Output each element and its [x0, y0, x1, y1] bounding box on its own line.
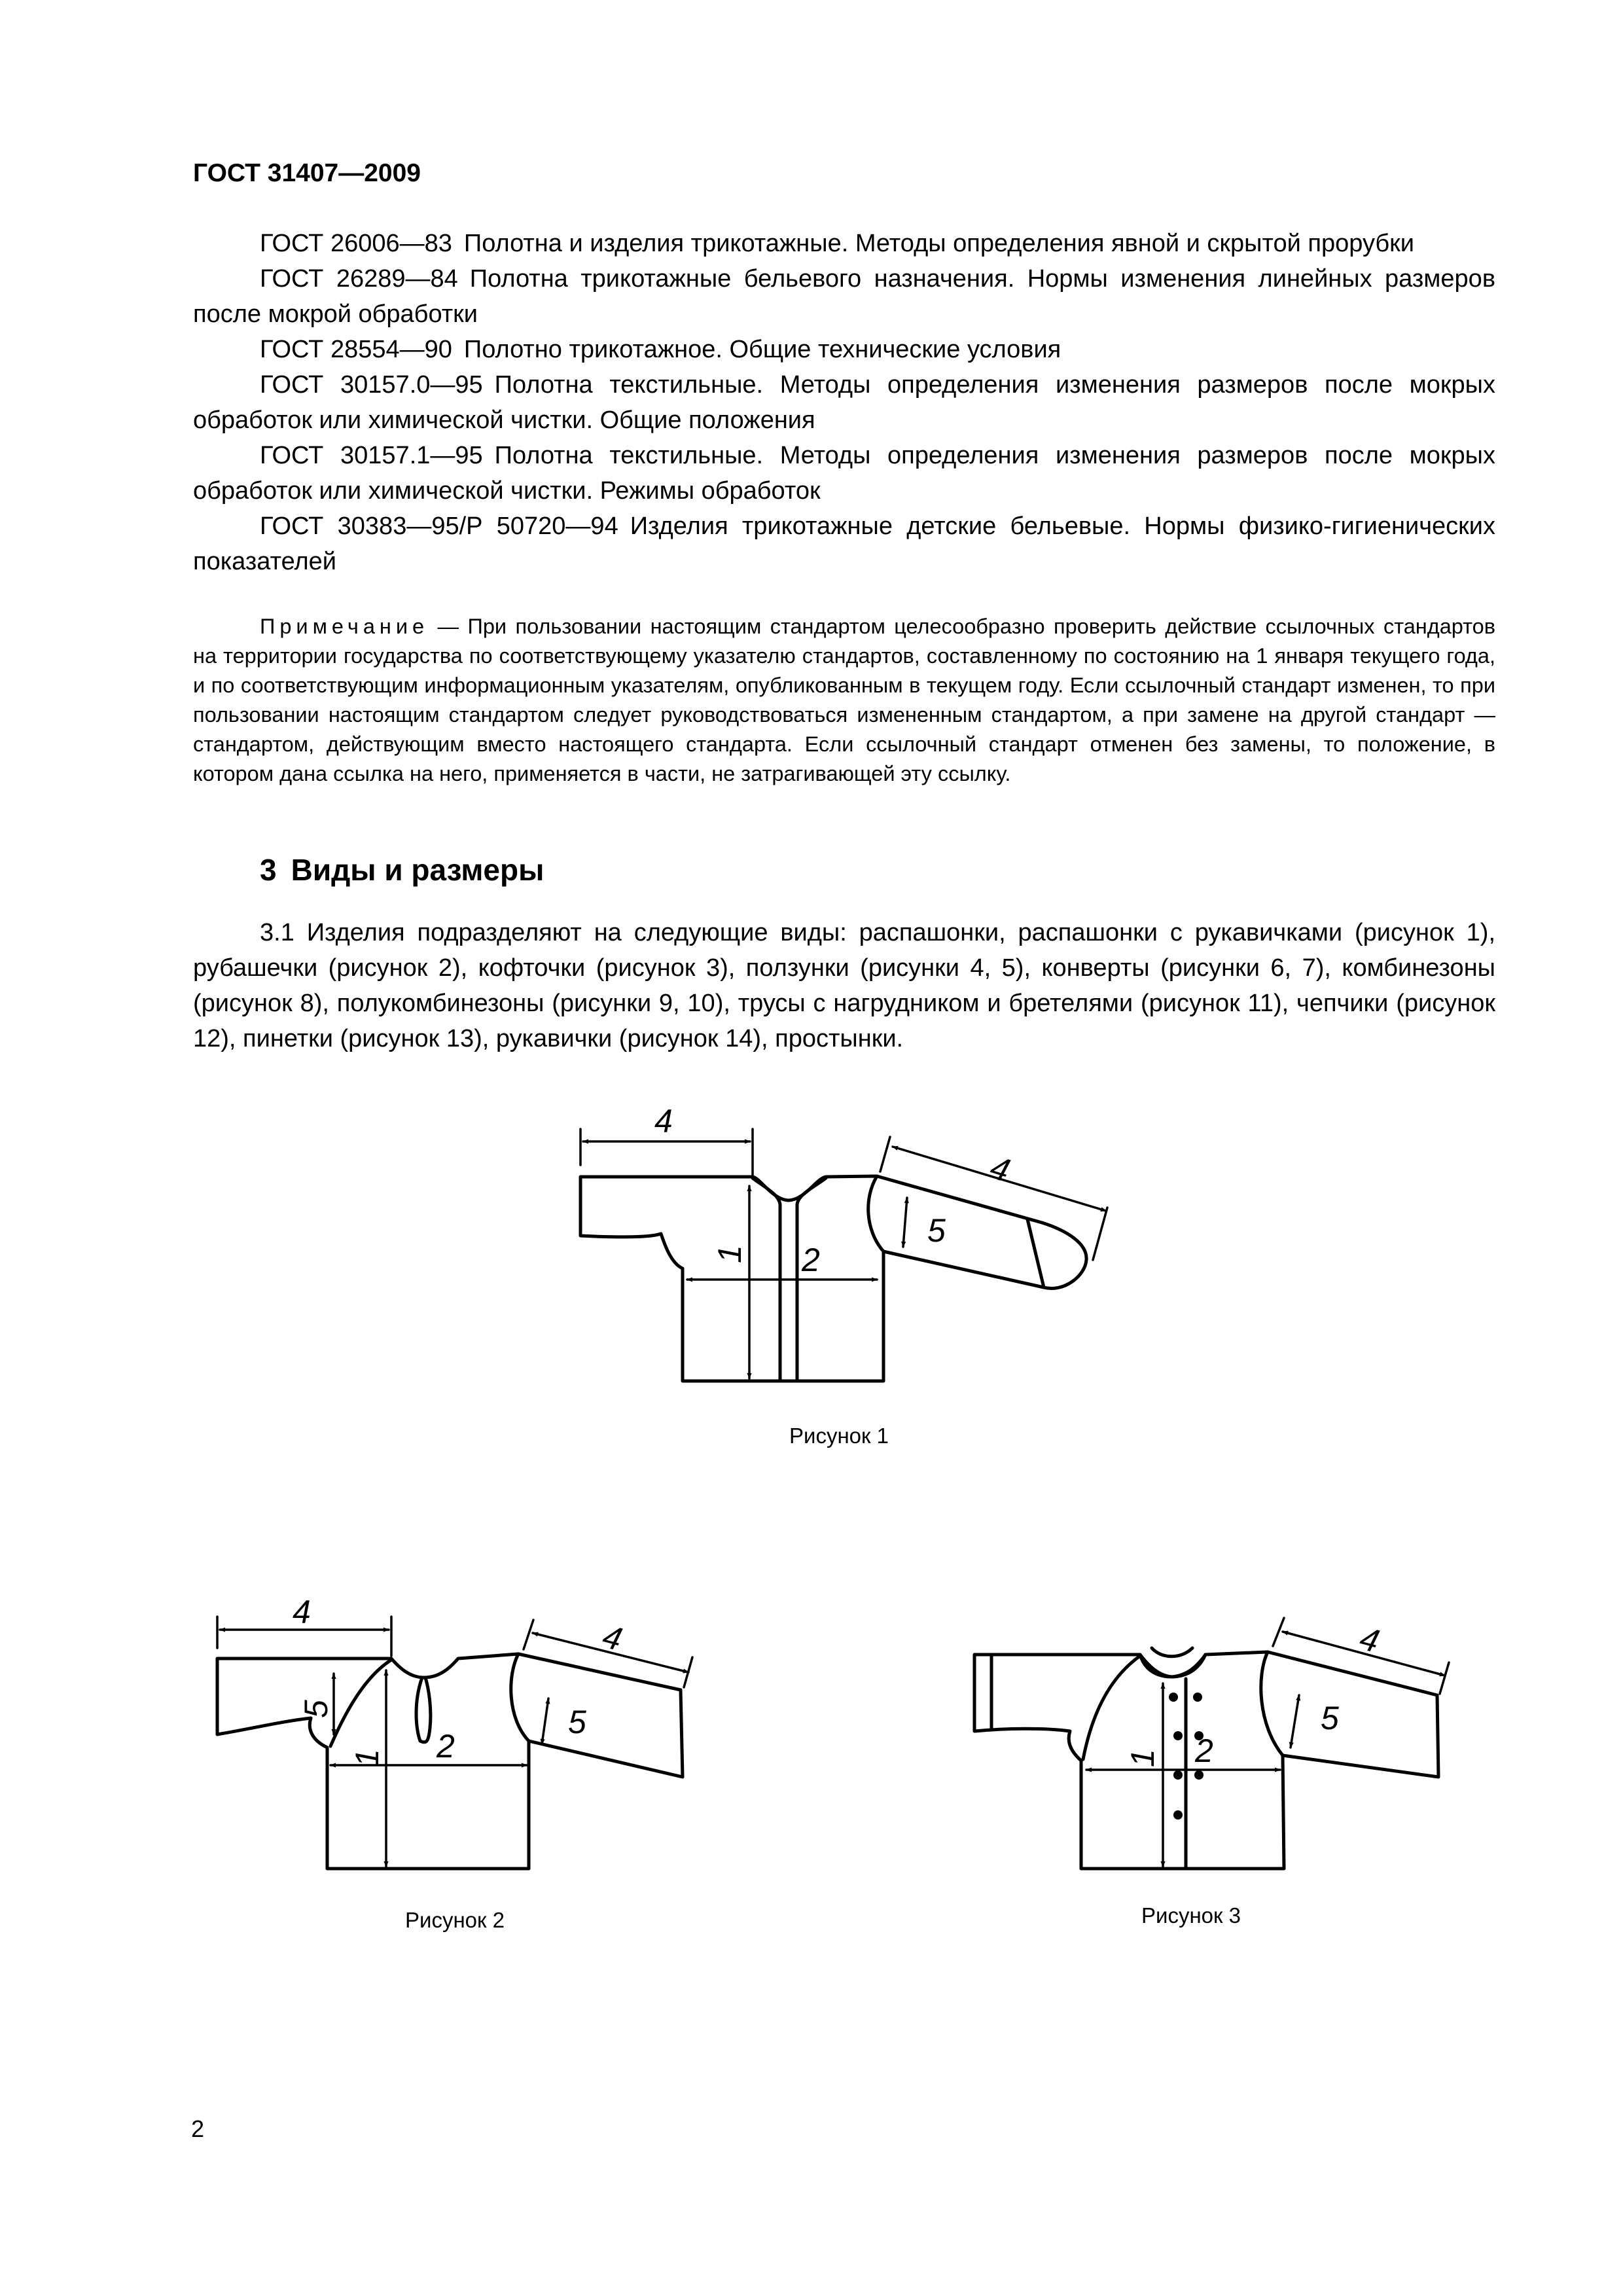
- figure-3-caption: Рисунок 3: [1141, 1903, 1241, 1928]
- document-header-code: ГОСТ 31407—2009: [193, 159, 421, 187]
- reference-text: Полотна текстильные. Методы определения изменения размеров после мокрых обработок или химической чистки. Общие положения: [193, 371, 1495, 434]
- fig2-label-4a: 4: [293, 1594, 311, 1630]
- figure-1-caption: Рисунок 1: [789, 1424, 889, 1448]
- reference-text: Изделия трикотажные детские бельевые. Нормы физико-гигиенических показателей: [193, 512, 1496, 575]
- reference-code: ГОСТ 28554—90: [260, 336, 452, 363]
- figure-2-caption: Рисунок 2: [405, 1908, 505, 1932]
- note-label: Примечание: [260, 615, 429, 638]
- page-number: 2: [191, 2115, 205, 2142]
- fig2-label-2: 2: [437, 1728, 455, 1765]
- fig3-button: [1169, 1693, 1178, 1702]
- fig3-dim-5-armhole: [1291, 1695, 1299, 1748]
- fig2-label-4b: 4: [599, 1617, 626, 1658]
- reference-code: ГОСТ 30383—95/Р 50720—94: [260, 512, 618, 540]
- fig1-label-2: 2: [802, 1242, 820, 1278]
- reference-text: Полотна и изделия трикотажные. Методы определения явной и скрытой прорубки: [463, 230, 1414, 257]
- reference-text: Полотна текстильные. Методы определения изменения размеров после мокрых обработок или химической чистки. Режимы обработок: [193, 442, 1495, 505]
- fig2-neck-slit: [416, 1677, 431, 1742]
- reference-code: ГОСТ 26006—83: [260, 230, 452, 257]
- fig3-button: [1173, 1731, 1183, 1740]
- fig3-label-4: 4: [1356, 1619, 1383, 1660]
- fig1-label-5: 5: [927, 1212, 946, 1249]
- fig3-button: [1173, 1770, 1183, 1780]
- fig1-label-1: 1: [711, 1245, 748, 1263]
- fig3-sleeve-outline: [1268, 1652, 1438, 1777]
- fig2-sleeve-outline: [518, 1654, 683, 1777]
- fig2-label-1: 1: [349, 1749, 385, 1767]
- fig1-mitten-seam: [1027, 1219, 1044, 1287]
- figure-1-drawing: [580, 1129, 1107, 1381]
- figure-2-drawing: [217, 1617, 692, 1869]
- fig3-label-1: 1: [1124, 1749, 1161, 1767]
- fig3-label-5: 5: [1321, 1700, 1339, 1736]
- fig1-label-4b: 4: [986, 1148, 1014, 1189]
- fig2-label-5a: 5: [298, 1700, 334, 1718]
- reference-text: Полотно трикотажное. Общие технические условия: [463, 336, 1061, 363]
- note-text: — При пользовании настоящим стандартом целесообразно проверить действие ссылочных стандартов на территории государства по соответствующему указателю стандартов, составленному по состоянию на 1 января текущего года, и по соответствующим информационным указателям, опубликованным в текущем году. Если ссылочный стандарт изменен, то при пользовании настоящим стандартом следует руководствоваться измененным стандартом, а при замене на другой стандарт — стандартом, действующим вместо настоящего стандарта. Если ссылочный стандарт отменен без замены, то положение, в котором дана ссылка на него, применяется в части, не затрагивающей эту ссылку.: [193, 615, 1495, 785]
- fig3-button: [1193, 1693, 1202, 1702]
- fig1-dim-5-armhole: [903, 1198, 907, 1247]
- reference-code: ГОСТ 26289—84: [260, 265, 458, 293]
- fig1-label-4a: 4: [654, 1103, 673, 1139]
- section-title: Виды и размеры: [291, 853, 544, 887]
- fig2-raglan-seam: [330, 1660, 391, 1746]
- fig3-raglan-seam: [1083, 1656, 1140, 1759]
- section-number: 3: [260, 853, 277, 887]
- fig3-button: [1173, 1810, 1183, 1820]
- fig3-collar-band: [1152, 1648, 1192, 1657]
- reference-code: ГОСТ 30157.1—95: [260, 442, 483, 469]
- fig2-dim-5-armhole: [542, 1698, 548, 1744]
- fig3-button: [1194, 1770, 1204, 1780]
- paragraph-3-1: 3.1 Изделия подразделяют на следующие виды: распашонки, распашонки с рукавичками (рисунок 1), рубашечки (рисунок 2), кофточки (рисунок 3), ползунки (рисунки 4, 5), конверты (рисунки 6, 7), комбинезоны (рисунок 8), полукомбинезоны (рисунки 9, 10), трусы с нагрудником и бретелями (рисунок 11), чепчики (рисунок 12), пинетки (рисунок 13), рукавички (рисунок 14), простынки.: [193, 919, 1495, 1052]
- reference-code: ГОСТ 30157.0—95: [260, 371, 483, 399]
- fig2-label-5b: 5: [568, 1704, 586, 1740]
- fig1-sleeve-outline: [877, 1176, 1086, 1289]
- reference-text: Полотна трикотажные бельевого назначения. Нормы изменения линейных размеров после мокрой обработки: [193, 265, 1496, 328]
- fig3-label-2: 2: [1195, 1732, 1213, 1769]
